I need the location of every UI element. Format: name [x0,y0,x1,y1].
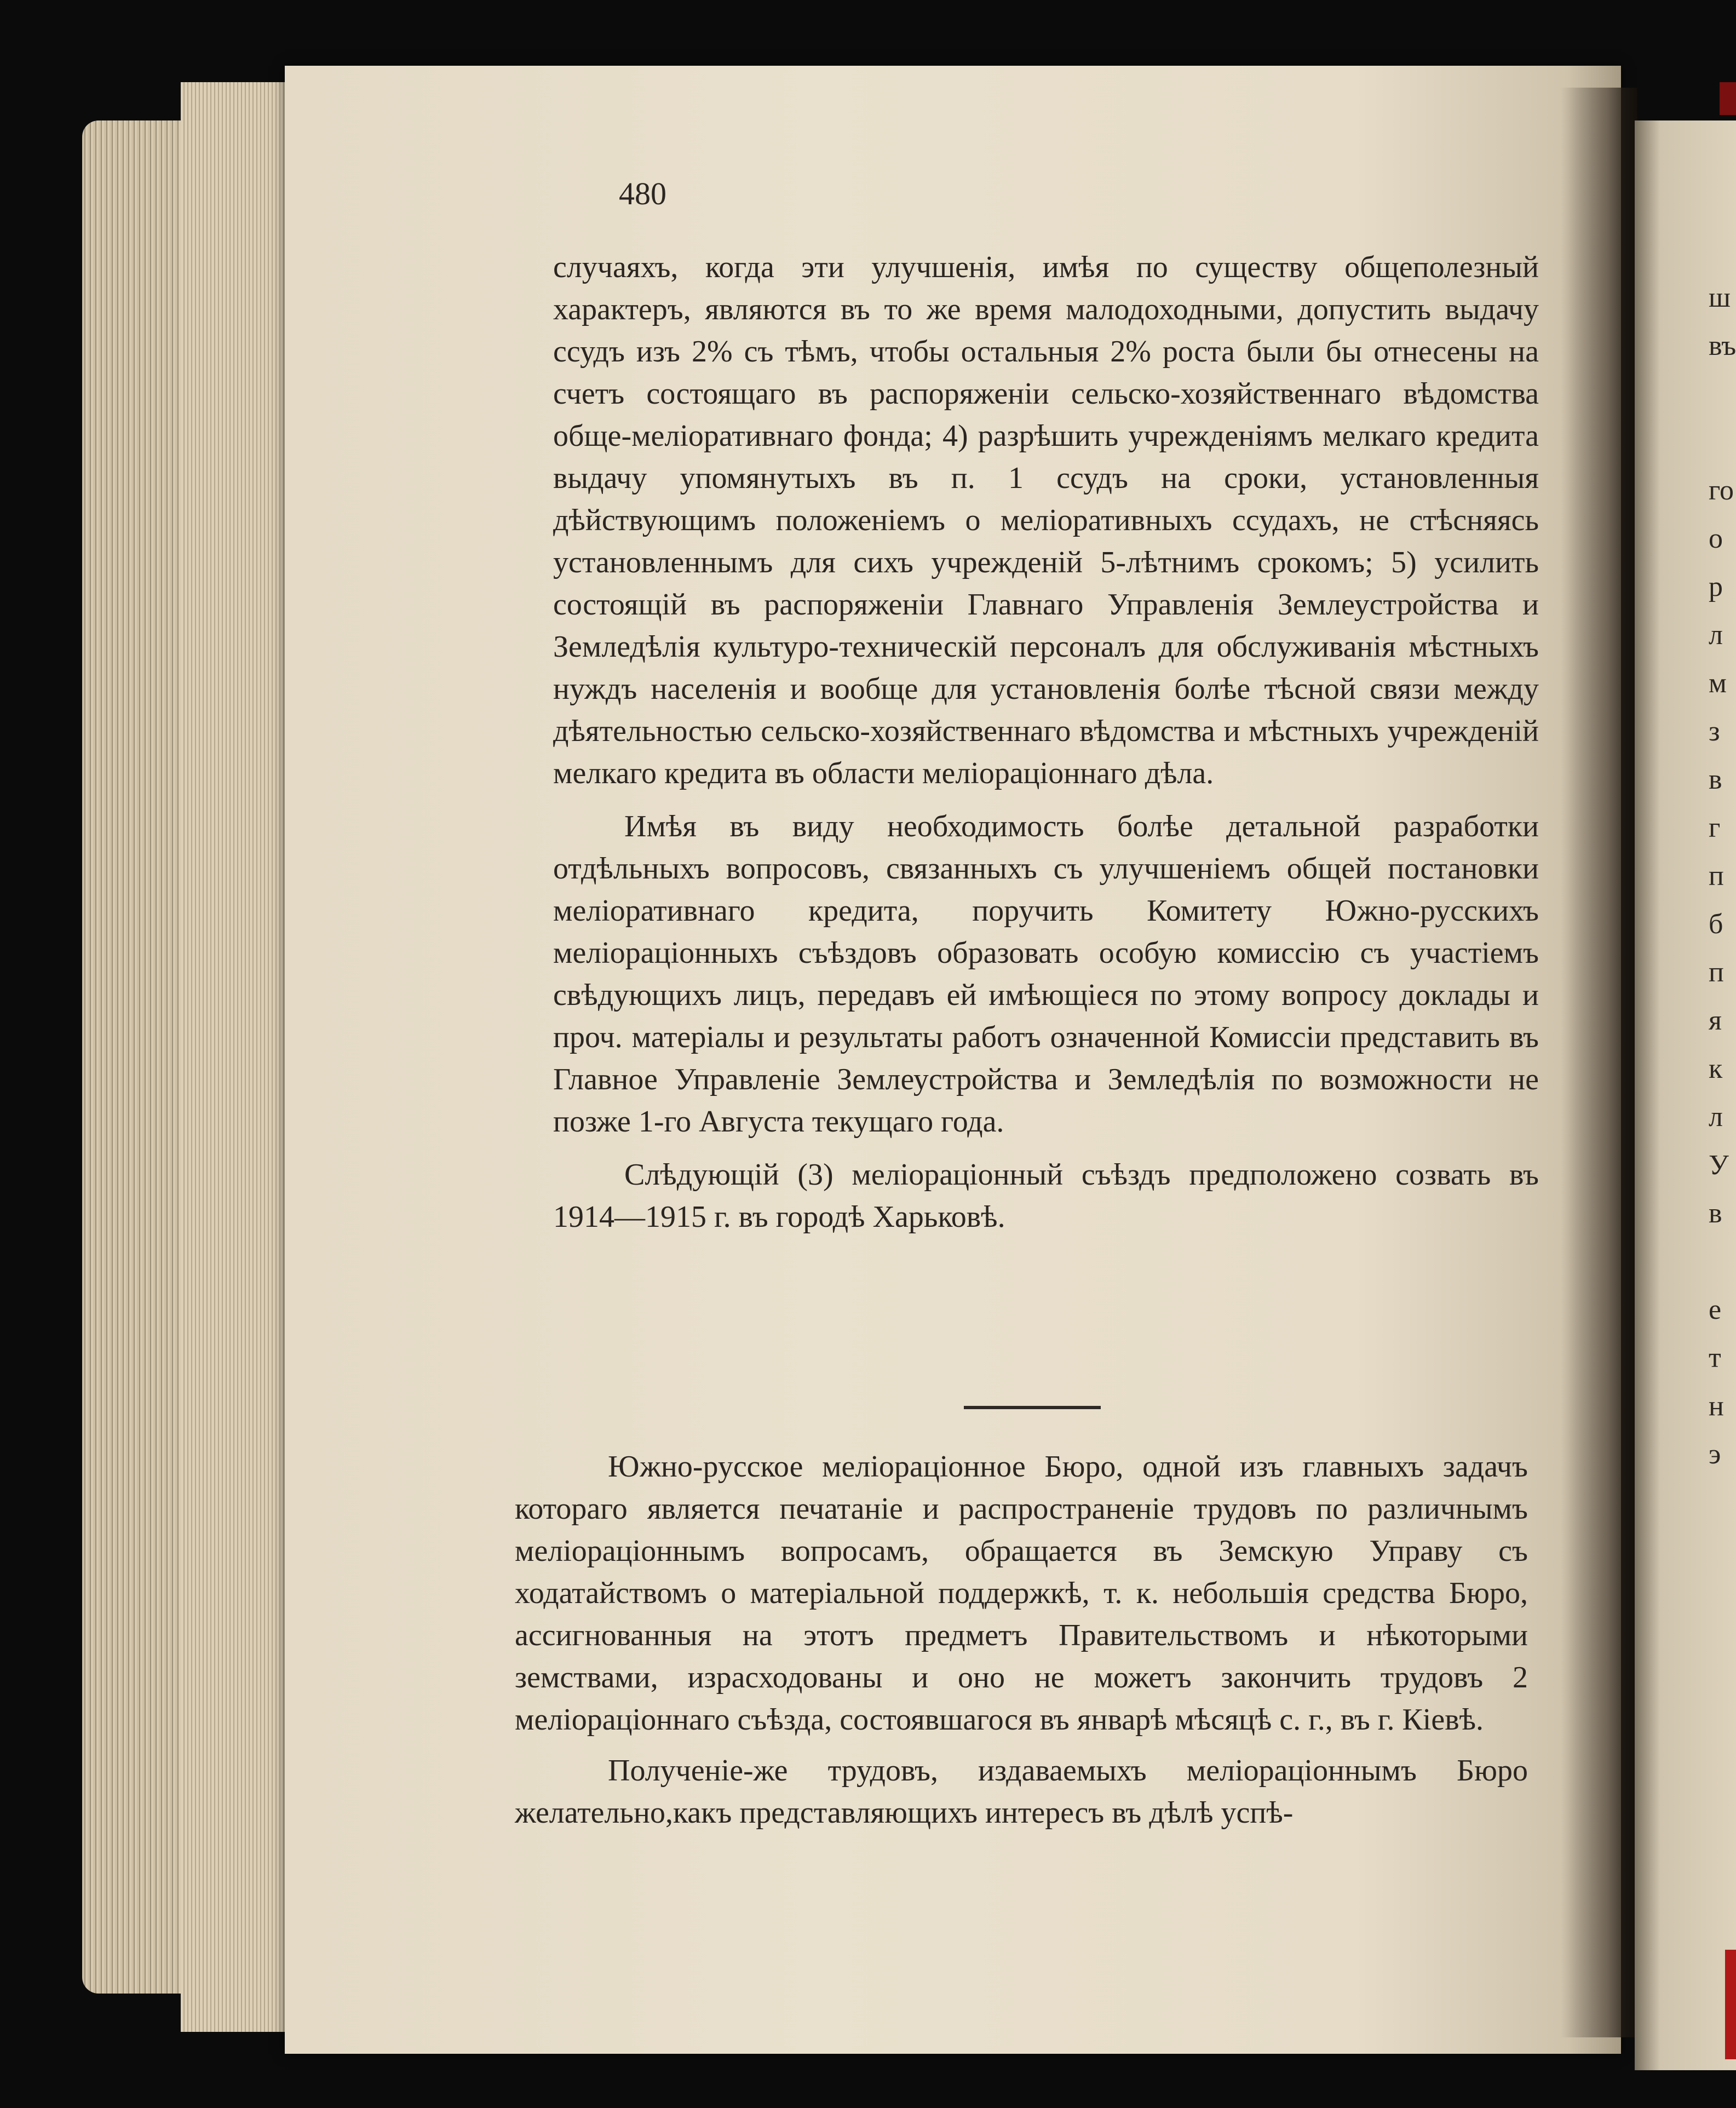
facing-page-fragment: р [1709,571,1723,602]
paragraph-next-congress: Слѣдующій (3) меліораціонный съѣздъ предположено созвать въ 1914—1915 г. въ городѣ Харьковѣ. [553,1158,1539,1234]
facing-page-fragment: т [1709,1342,1721,1374]
facing-page-fragment: въ [1709,330,1736,361]
facing-page-fragment: э [1709,1439,1721,1470]
facing-page-fragment: в [1709,764,1722,795]
paragraph-proceedings: Полученіе-же трудовъ, издаваемыхъ меліораціоннымъ Бюро желательно,какъ представляющихъ интересъ въ дѣлѣ успѣ- [515,1754,1528,1830]
facing-page-fragment: я [1709,1005,1722,1036]
facing-page-fragment: м [1709,668,1727,699]
page-number: 480 [619,176,666,211]
facing-page-text-fragments [1709,274,1736,1479]
page-stack-edge-inner [181,82,301,2032]
facing-page-fragment: к [1709,1053,1723,1084]
page-stack-edge [82,120,192,1994]
facing-page-fragment: о [1709,523,1723,554]
facing-page-fragment: У [1709,1150,1729,1181]
facing-page-fragment: ш [1709,282,1731,313]
facing-page-fragment: го [1709,475,1734,506]
red-bookmark-top [1720,82,1736,115]
section-divider [964,1406,1101,1409]
facing-page-fragment: з [1709,716,1720,747]
red-bookmark [1725,1950,1736,2059]
facing-page-fragment: б [1709,909,1723,940]
paragraph-commission: Имѣя въ виду необходимость болѣе детальной разработки отдѣльныхъ вопросовъ, связанныхъ съ улучшеніемъ общей постановки меліоративнаго кредита, поручить Комитету Южно-русскихъ меліораціонныхъ съѣздовъ образовать особую комиссію съ участіемъ свѣдующихъ лицъ, передавъ ей имѣющіеся по этому вопросу доклады и проч. матеріалы и результаты работъ означенной Комиссіи представить въ Главное Управленіе Землеустройства и Земледѣлія по возможности не позже 1-го Августа текущаго года. [553,809,1539,1139]
facing-page-fragment: н [1709,1391,1724,1422]
facing-page-fragment: г [1709,812,1721,843]
main-text-block [553,246,1539,1238]
facing-page-fragment: л [1709,619,1723,651]
facing-page-fragment [1709,418,1736,467]
facing-page-fragment [1709,1238,1736,1286]
book-gutter [1561,88,1637,2037]
paragraph-continued: случаяхъ, когда эти улучшенія, имѣя по существу общеполезный характеръ, являются въ то же время малодоходными, допустить выдачу ссудъ изъ 2% съ тѣмъ, чтобы остальныя 2% роста были бы отнесены на счетъ состоящаго въ распоряженіи сельско-хозяйственнаго вѣдомства обще-меліоративнаго фонда; 4) разрѣшить учрежденіямъ мелкаго кредита выдачу упомянутыхъ въ п. 1 ссудъ на сроки, установленныя дѣйствующимъ положеніемъ о меліоративныхъ ссудахъ, не стѣсняясь установленнымъ для сихъ учрежденій 5-лѣтнимъ срокомъ; 5) усилить состоящій въ распоряженіи Главнаго Управленія Землеустройства и Земледѣлія культуро-техническій персоналъ для обслуживанія мѣстныхъ нуждъ населенія и вообще для установленія болѣе тѣсной связи между дѣятельностью сельско-хозяйственнаго вѣдомства и мѣстныхъ учрежденій мелкаго кредита въ области меліораціоннаго дѣла. [553,250,1539,790]
paragraph-bureau: Южно-русское меліораціонное Бюро, одной изъ главныхъ задачъ котораго является печатаніе и распространеніе трудовъ по различнымъ меліораціоннымъ вопросамъ, обращается въ Земскую Управу съ ходатайствомъ о матеріальной поддержкѣ, т. к. небольшія средства Бюро, ассигнованныя на этотъ предметъ Правительствомъ и нѣкоторыми земствами, израсходованы и оно не можетъ закончить трудовъ 2 меліораціоннаго съѣзда, состоявшагося въ январѣ мѣсяцѣ с. г., въ г. Кіевѣ. [515,1450,1528,1737]
facing-page-fragment [1709,370,1736,418]
facing-page-fragment: е [1709,1294,1722,1325]
second-text-block [515,1446,1528,1834]
facing-page-fragment: п [1709,957,1724,988]
facing-page-fragment: л [1709,1101,1723,1133]
facing-page-fragment: п [1709,860,1724,892]
facing-page-fragment: в [1709,1198,1722,1229]
